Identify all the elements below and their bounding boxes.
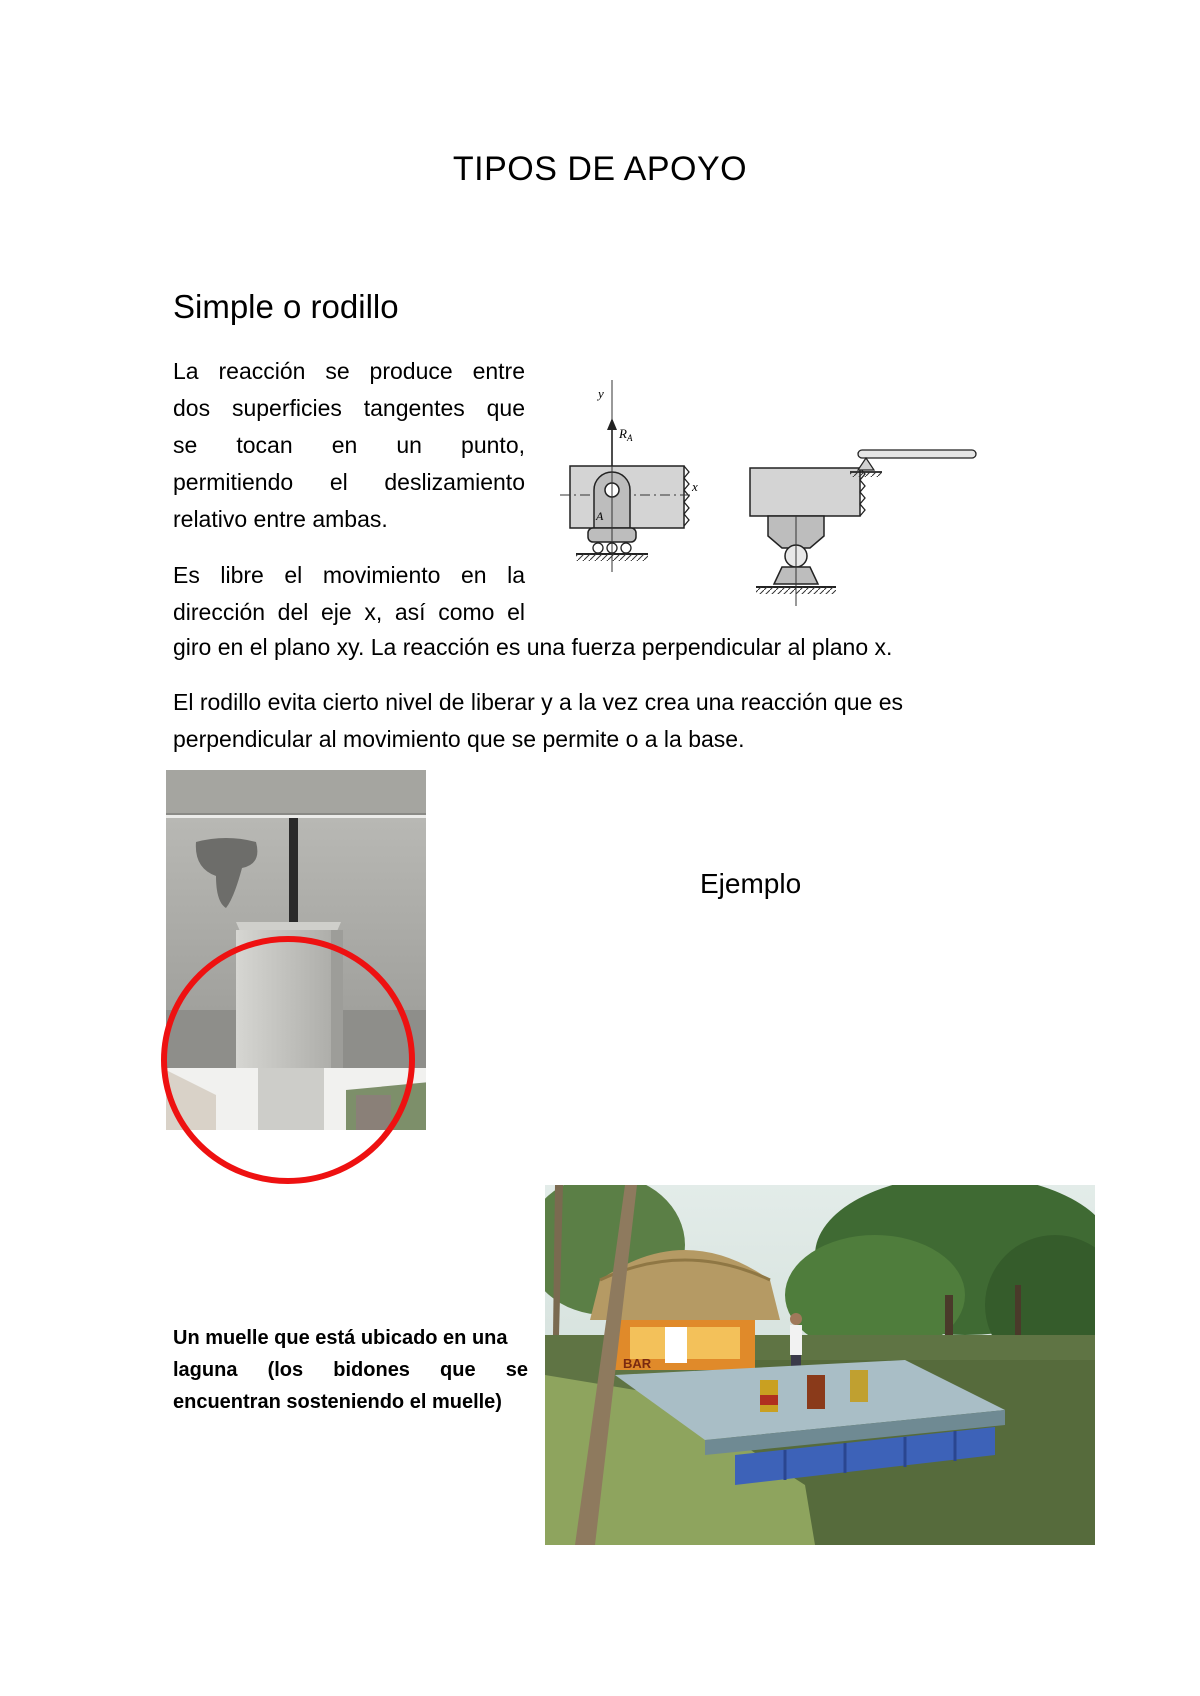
highlight-circle [158,930,418,1190]
text-line: permitiendo el deslizamiento [173,469,525,495]
text-line: se tocan en un punto, [173,432,525,458]
text-line: El rodillo evita cierto nivel de liberar y a la vez crea una reacción que es [173,689,903,715]
text-line: relativo entre ambas. [173,506,388,532]
page-title: TIPOS DE APOYO [452,150,748,188]
text-line: La reacción se produce entre [173,358,525,384]
support-figure-left [560,380,698,572]
bar-sign-text: BAR [623,1356,652,1371]
paragraph-reaction [173,353,525,538]
example-label: Ejemplo [700,868,802,899]
caption-line: Un muelle que está ubicado en una [173,1327,508,1349]
axis-x-label: x [692,479,698,494]
support-figure-symbol [850,450,976,477]
section-heading: Simple o rodillo [173,288,399,325]
photo-caption [173,1322,528,1418]
paragraph-movement-continuation: giro en el plano xy. La reacción es una fuerza perpendicular al plano x. [173,634,893,660]
paragraph-roller [173,684,1013,758]
text-line: Es libre el movimiento en la [173,562,525,588]
roller-support-diagram [560,380,1040,610]
text-line: dos superficies tangentes que [173,395,525,421]
caption-line: laguna (los bidones que se [173,1359,528,1381]
text-line: perpendicular al movimiento que se permite o a la base. [173,726,745,752]
axis-y-label: y [598,386,604,401]
floating-dock-photo [545,1185,1095,1545]
reaction-label: $R_A$ [619,426,633,443]
caption-line: encuentran sosteniendo el muelle) [173,1391,502,1413]
text-line: dirección del eje x, así como el [173,599,525,625]
paragraph-movement [173,557,525,631]
support-figure-middle [750,468,865,606]
point-a-label: A [596,509,604,523]
